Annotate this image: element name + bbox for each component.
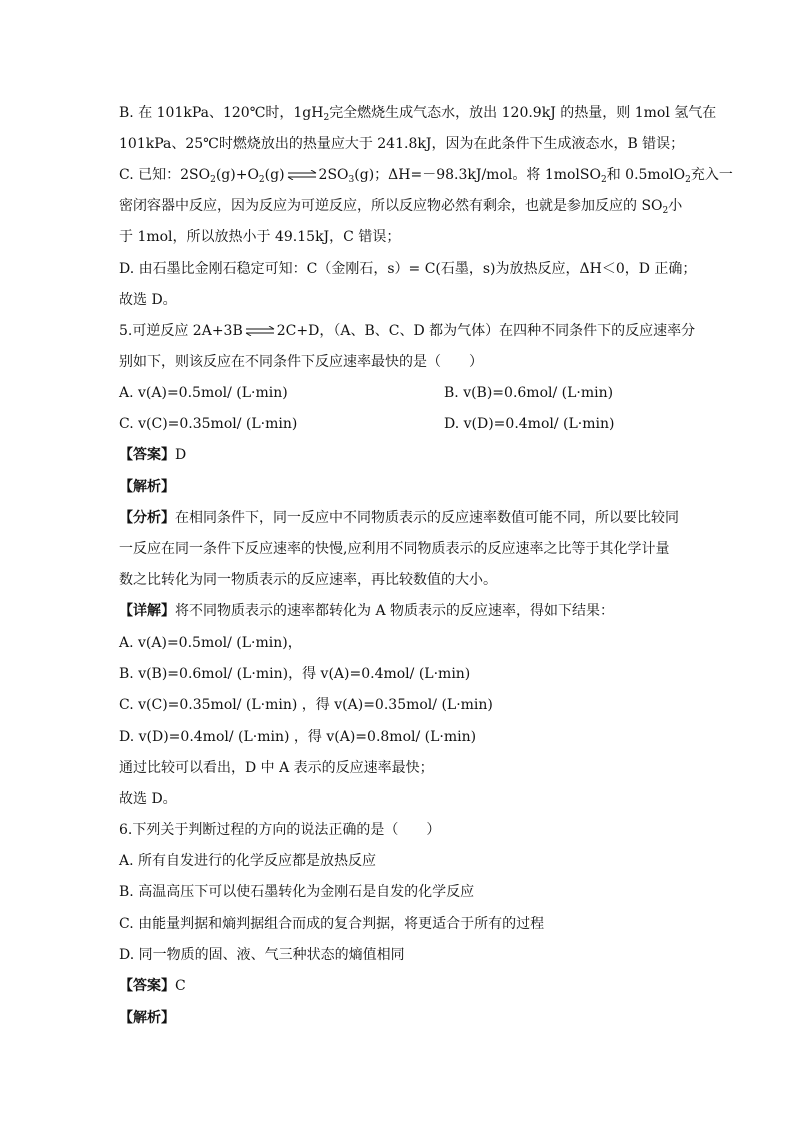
q6-stem: 6.下列关于判断过程的方向的说法正确的是（ ） <box>119 822 441 838</box>
q5-fenxi-line2: 一反应在同一条件下反应速率的快慢,应利用不同物质表示的反应速率之比等于其化学计量 <box>119 541 670 557</box>
equilibrium-arrow-icon <box>287 170 317 180</box>
q6-analysis-label: 【解析】 <box>119 1010 175 1026</box>
q6-option-c: C. 由能量判据和熵判据组合而成的复合判据，将更适合于所有的过程 <box>119 916 545 932</box>
q5-fenxi-line1: 【分析】在相同条件下，同一反应中不同物质表示的反应速率数值可能不同，所以要比较同 <box>119 510 679 526</box>
q4-conclusion: 故选 D。 <box>119 292 177 308</box>
q4-option-d-line: D. 由石墨比金刚石稳定可知：C（金刚石，s）= C(石墨，s)为放热反应，ΔH＜0，D 正确； <box>119 261 697 277</box>
q5-option-c: C. v(C)=0.35mol/ (L·min) <box>119 416 298 432</box>
q5-compare: 通过比较可以看出，D 中 A 表示的反应速率最快； <box>119 760 434 776</box>
q4-option-c-line1: C. 已知：$2SO_2(g)+O_2(g)$ $2SO_3(g)$；ΔH=－98.3kJ/mol。将 1molSO$_2$和 0.5molO$_2$充入一 <box>119 167 733 185</box>
q5-conclusion: 故选 D。 <box>119 791 177 807</box>
q5-answer: 【答案】D <box>119 447 187 463</box>
q5-calc-b: B. v(B)=0.6mol/ (L·min)，得 v(A)=0.4mol/ (L·min) <box>119 666 471 682</box>
q4-option-b-line2: 101kPa、25℃时燃烧放出的热量应大于 241.8kJ，因为在此条件下生成液态水，B 错误； <box>119 136 685 152</box>
q5-fenxi-line3: 数之比转化为同一物质表示的反应速率，再比较数值的大小。 <box>119 572 497 588</box>
q5-stem-line2: 别如下，则该反应在不同条件下反应速率最快的是（ ） <box>119 354 483 370</box>
equilibrium-arrow-icon <box>245 326 275 336</box>
q4-option-b-line1: B. 在 101kPa、120℃时，$1gH_2$完全燃烧生成气态水，放出 120.9kJ 的热量，则 1mol 氢气在 <box>119 105 717 123</box>
q4-option-c-line3: 于 1mol，所以放热小于 49.15kJ，C 错误； <box>119 229 401 245</box>
q6-answer: 【答案】C <box>119 978 186 994</box>
q5-calc-d: D. v(D)=0.4mol/ (L·min) ，得 v(A)=0.8mol/ (L·min) <box>119 729 477 745</box>
q6-option-a: A. 所有自发进行的化学反应都是放热反应 <box>119 853 377 869</box>
q5-analysis-label: 【解析】 <box>119 479 175 495</box>
q5-option-d: D. v(D)=0.4mol/ (L·min) <box>444 416 615 432</box>
q5-calc-a: A. v(A)=0.5mol/ (L·min)， <box>119 635 302 651</box>
q6-option-b: B. 高温高压下可以使石墨转化为金刚石是自发的化学反应 <box>119 884 475 900</box>
q5-option-a: A. v(A)=0.5mol/ (L·min) <box>119 385 288 401</box>
q5-xiangjie-line1: 【详解】将不同物质表示的速率都转化为 A 物质表示的反应速率，得如下结果： <box>119 603 615 619</box>
q5-calc-c: C. v(C)=0.35mol/ (L·min) ，得 v(A)=0.35mol/ (L·min) <box>119 697 493 713</box>
q6-option-d: D. 同一物质的固、液、气三种状态的熵值相同 <box>119 947 405 963</box>
q5-stem-line1: 5.可逆反应 2A+3B 2C+D，（A、B、C、D 都为气体）在四种不同条件下的反应速率分 <box>119 323 696 339</box>
q4-option-c-line2: 密闭容器中反应，因为反应为可逆反应，所以反应物必然有剩余，也就是参加反应的 $SO_2$小 <box>119 198 683 216</box>
q5-option-b: B. v(B)=0.6mol/ (L·min) <box>444 385 614 401</box>
